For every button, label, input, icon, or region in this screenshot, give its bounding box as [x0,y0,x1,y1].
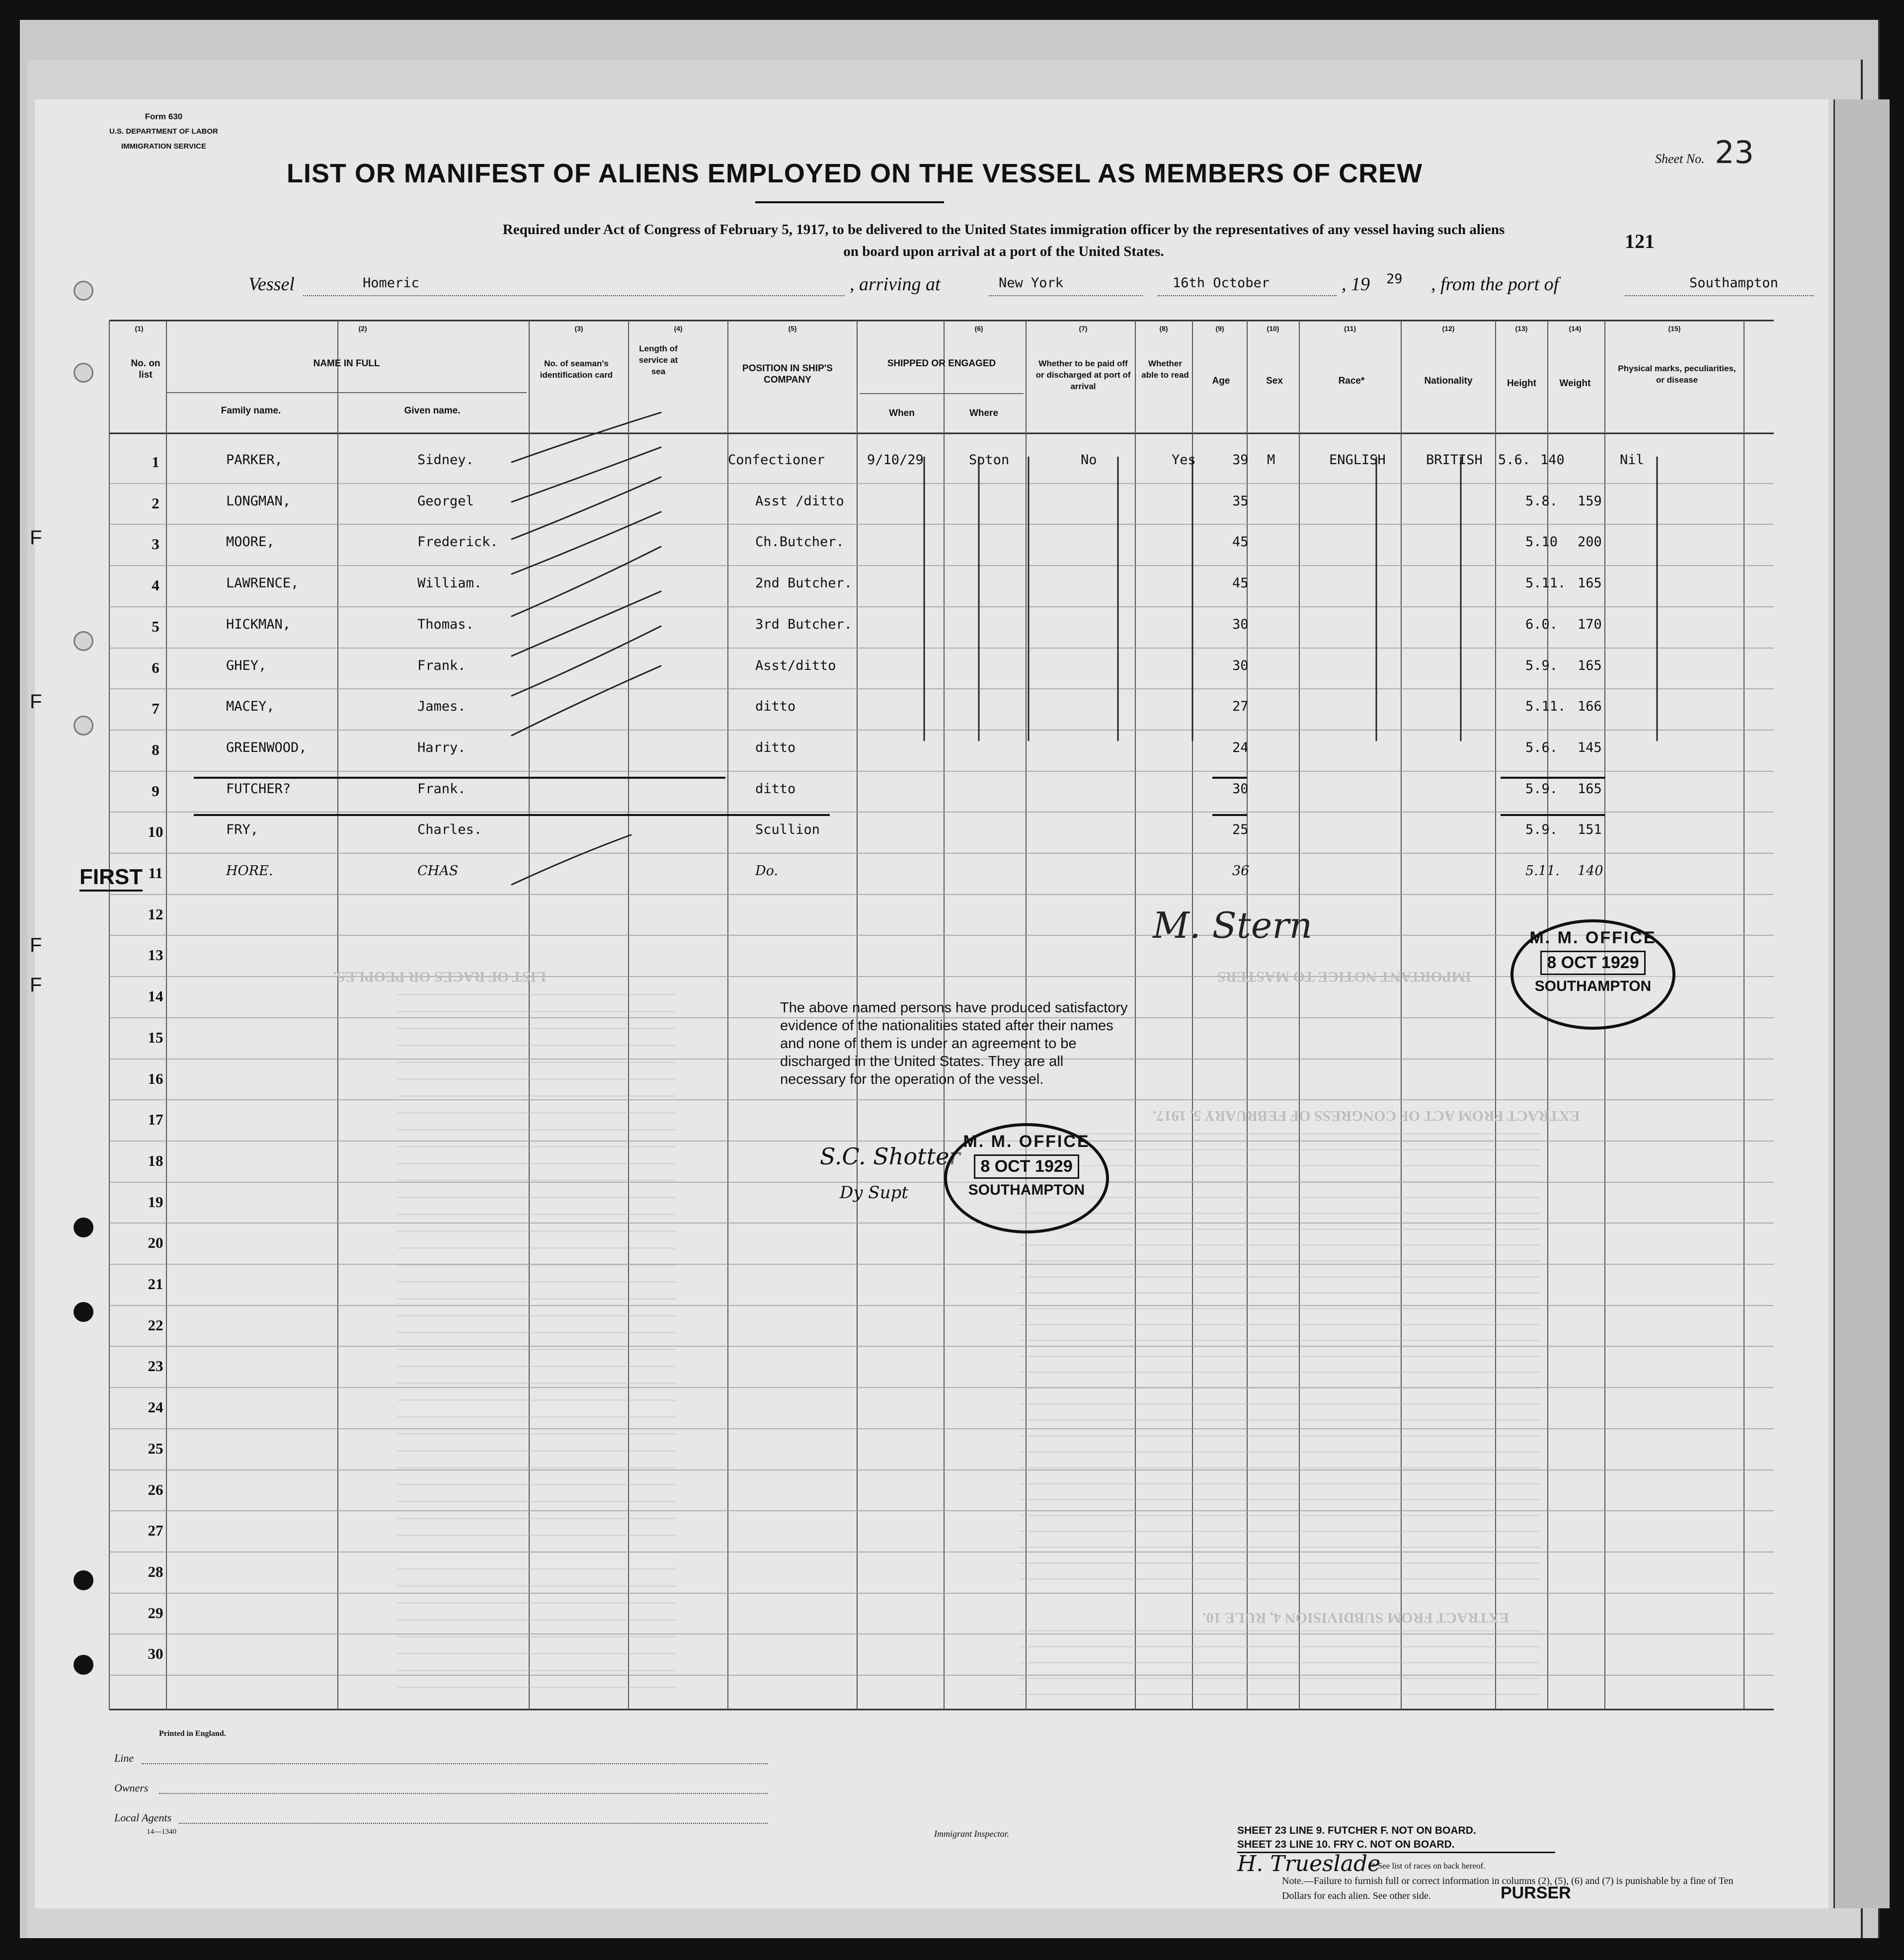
row-10-age: 25 [1232,822,1249,837]
row-number: 29 [148,1604,163,1622]
certification-text: The above named persons have produced satisfactory evidence of the nationalities stated after their names and none of them is under an agreement to be discharged in the United States. They are all necessary for the operation of the vessel. [780,1000,1128,1087]
department: U.S. DEPARTMENT OF LABOR [109,127,218,136]
bleed-notice-heading: IMPORTANT NOTICE TO MASTERS [1217,969,1471,985]
arriving-port: New York [999,275,1064,291]
col-seaman-id: No. of seaman's identification card [540,359,613,380]
row-number: 10 [148,823,163,840]
row-number: 30 [148,1645,163,1662]
row-11-given: CHAS [417,863,459,879]
row-1-weight: 140 [1540,452,1565,468]
row-7-age: 27 [1232,699,1249,714]
col-where: Where [969,408,999,418]
col-sex: Sex [1266,376,1283,386]
row-7-height: 5.11. [1525,699,1566,714]
stamp-top: M. M. OFFICE [1529,928,1657,947]
row-7-given: James. [417,699,466,714]
signature-shotter: S.C. Shotter [820,1143,960,1170]
fine-note: Note.—Failure to furnish full or correct information in columns (2), (5), (6) and (7) is punishable by a fine of Ten Dollars for each alien. See other side. [1282,1876,1734,1901]
footer-form-code: 14—1340 [147,1828,176,1836]
row-number: 23 [148,1357,163,1375]
bleed-subdivision-heading: EXTRACT FROM SUBDIVISION 4, RULE 10. [1202,1610,1509,1626]
column-number: (13) [1515,325,1528,332]
row-3-position: Ch.Butcher. [755,534,844,550]
from-label: , from the port of [1431,274,1559,295]
col-age: Age [1212,376,1230,386]
col-when: When [889,408,915,418]
margin-first-label: FIRST [79,865,143,892]
stamp-bottom: SOUTHAMPTON [968,1182,1085,1198]
row-5-family: HICKMAN, [226,617,291,632]
row-8-position: ditto [755,740,796,755]
col-paid-off: Whether to be paid off or discharged at port of arrival [1035,359,1131,391]
purser-signature: H. Trueslade [1237,1851,1381,1877]
row-number: 6 [152,659,159,676]
row-6-height: 5.9. [1525,658,1558,673]
row-6-age: 30 [1232,658,1249,673]
immigrant-inspector: Immigrant Inspector. [934,1829,1009,1839]
row-1-race: ENGLISH [1329,452,1386,468]
row-9-given: Frank. [417,781,466,797]
row-9-age: 30 [1232,781,1249,797]
purser-title: PURSER [1501,1883,1571,1902]
row-5-given: Thomas. [417,617,474,632]
row-1-where: Soton [969,452,1010,468]
column-number: (6) [974,325,983,332]
margin-f-mark: F [30,527,42,549]
row-number: 26 [148,1481,163,1498]
row-9-position: ditto [755,781,796,797]
column-number: (7) [1079,325,1088,332]
margin-f-mark: F [30,934,42,956]
row-9-family: FUTCHER? [226,781,291,797]
col-height: Height [1507,378,1537,389]
row-number: 9 [152,782,159,800]
row-10-position: Scullion [755,822,820,837]
bleed-races-heading: LIST OF RACES OR PEOPLES. [333,969,547,985]
col-position: POSITION IN SHIP'S COMPANY [742,363,833,385]
row-4-height: 5.11. [1525,575,1566,591]
stamp-bottom: SOUTHAMPTON [1534,978,1652,994]
row-7-family: MACEY, [226,699,275,714]
column-number: (8) [1159,325,1168,332]
row-5-age: 30 [1232,617,1249,632]
signature-stern: M. Stern [1153,904,1313,946]
year-prefix: , 19 [1342,274,1370,295]
row-number: 1 [152,453,159,471]
column-number: (4) [674,325,683,332]
row-8-family: GREENWOOD, [226,740,307,755]
row-number: 5 [152,618,159,635]
row-number: 17 [148,1111,163,1128]
signature-title: Dy Supt [840,1183,908,1203]
row-number: 20 [148,1234,163,1251]
row-number: 8 [152,741,159,758]
column-number: (12) [1442,325,1455,332]
row-3-given: Frederick. [417,534,498,550]
row-number: 21 [148,1275,163,1293]
row-1-age: 39 [1232,452,1249,468]
column-number: (14) [1569,325,1582,332]
column-number: (3) [574,325,583,332]
row-11-family: HORE. [226,863,273,879]
row-6-weight: 165 [1578,658,1602,673]
col-nationality: Nationality [1424,376,1473,386]
row-3-age: 45 [1232,534,1249,550]
row-8-given: Harry. [417,740,466,755]
row-1-read: Yes [1172,452,1196,468]
back-sheet-1 [1833,99,1890,1908]
footer-line-label: Line [114,1752,134,1764]
form-number: Form 630 [145,112,183,121]
row-11-position: Do. [755,863,779,879]
row-number: 2 [152,494,159,512]
vessel-name: Homeric [363,275,419,291]
row-8-weight: 145 [1578,740,1602,755]
row-number: 12 [148,905,163,923]
column-number: (15) [1668,325,1681,332]
row-1-position: Confectioner [728,452,825,468]
row-1-given: Sidney. [417,452,474,468]
col-shipped: SHIPPED OR ENGAGED [887,358,996,369]
row-1-when: 9/10/29 [867,452,924,468]
row-number: 15 [148,1029,163,1046]
row-4-position: 2nd Butcher. [755,575,853,591]
col-family-name: Family name. [221,406,281,416]
row-3-weight: 200 [1578,534,1602,550]
row-number: 4 [152,576,159,594]
row-9-weight: 165 [1578,781,1602,797]
row-number: 3 [152,535,159,553]
bleed-text-block [1019,1630,1540,1700]
subtitle-line-2: on board upon arrival at a port of the United States. [843,244,1164,259]
page-title: LIST OR MANIFEST OF ALIENS EMPLOYED ON THE VESSEL AS MEMBERS OF CREW [286,159,1423,188]
races-note: * See list of races on back hereof. [1371,1861,1486,1871]
row-7-position: ditto [755,699,796,714]
manifest-sheet [30,99,1828,1908]
row-2-family: LONGMAN, [226,493,291,509]
row-number: 18 [148,1152,163,1169]
row-6-family: GHEY, [226,658,267,673]
row-2-position: Asst /ditto [755,493,844,509]
footer-notes [1282,1859,1739,1903]
row-2-weight: 159 [1578,493,1602,509]
column-number: (1) [135,325,144,332]
row-7-weight: 166 [1578,699,1602,714]
row-2-height: 5.8. [1525,493,1558,509]
footer-owners-label: Owners [114,1782,149,1794]
serial-number: 121 [1625,230,1655,252]
printed-in: Printed in England. [159,1729,226,1738]
row-8-age: 24 [1232,740,1249,755]
arriving-label: , arriving at [850,274,941,295]
row-4-weight: 165 [1578,575,1602,591]
col-weight: Weight [1559,378,1591,389]
year-suffix: 29 [1386,271,1403,287]
sheet-label: Sheet No. [1655,152,1705,166]
column-number: (5) [788,325,797,332]
row-number: 14 [148,987,163,1005]
row-8-height: 5.6. [1525,740,1558,755]
row-10-weight: 151 [1578,822,1602,837]
bleed-races-list [397,994,676,1690]
column-number: (11) [1344,325,1356,332]
row-10-family: FRY, [226,822,259,837]
stamp-date: 8 OCT 1929 [974,1154,1079,1179]
row-5-weight: 170 [1578,617,1602,632]
row-11-age: 36 [1232,863,1250,879]
row-1-height: 5.6. [1498,452,1531,468]
row-6-position: Asst/ditto [755,658,836,673]
row-1-marks: Nil [1620,452,1644,468]
col-given-name: Given name. [404,406,461,416]
row-10-height: 5.9. [1525,822,1558,837]
margin-f-mark: F [30,691,42,713]
row-number: 19 [148,1193,163,1211]
row-4-family: LAWRENCE, [226,575,299,591]
row-1-paid: No [1081,452,1097,468]
row-4-age: 45 [1232,575,1249,591]
subtitle-line-1: Required under Act of Congress of February 5, 1917, to be delivered to the United States immigration officer by the representatives of any vessel having such aliens [502,222,1505,238]
col-name-in-full: NAME IN FULL [313,358,380,369]
row-5-position: 3rd Butcher. [755,617,853,632]
row-number: 24 [148,1398,163,1416]
row-number: 25 [148,1440,163,1457]
col-race: Race* [1338,376,1365,386]
row-1-nationality: BRITISH [1426,452,1483,468]
bleed-extract-heading: EXTRACT FROM ACT OF CONGRESS OF FEBRUARY 5, 1917. [1153,1108,1580,1124]
row-3-height: 5.10 [1525,534,1558,550]
row-1-family: PARKER, [226,452,283,468]
service: IMMIGRATION SERVICE [121,142,206,151]
column-number: (2) [358,325,367,332]
col-length-service: Length of service at sea [638,344,678,376]
purser-note-line-2: SHEET 23 LINE 10. FRY C. NOT ON BOARD. [1237,1838,1555,1853]
margin-f-mark: F [30,974,42,996]
footer-local-agents-label: Local Agents [114,1811,172,1824]
stamp-top: M. M. OFFICE [963,1132,1090,1151]
purser-note-line-1: SHEET 23 LINE 9. FUTCHER F. NOT ON BOARD. [1237,1825,1476,1836]
strike-lines [194,778,1605,815]
row-11-height: 5.11. [1525,863,1560,879]
sheet-number-value: 23 [1715,134,1754,170]
column-number: (9) [1215,325,1224,332]
stamp-date: 8 OCT 1929 [1540,951,1645,975]
row-1-sex: M [1267,452,1275,468]
col-no-on-list: No. on list [131,358,160,380]
row-11-weight: 140 [1578,863,1603,879]
row-2-age: 35 [1232,493,1249,509]
column-number: (10) [1267,325,1279,332]
vessel-label: Vessel [248,274,295,295]
arrival-date: 16th October [1173,275,1270,291]
mm-office-stamp [944,1123,1109,1233]
row-number: 11 [148,864,163,882]
row-number: 16 [148,1070,163,1087]
row-9-height: 5.9. [1525,781,1558,797]
row-5-height: 6.0. [1525,617,1558,632]
mm-office-stamp [1510,919,1675,1030]
row-6-given: Frank. [417,658,466,673]
row-number: 13 [148,946,163,964]
row-3-family: MOORE, [226,534,275,550]
col-able-read: Whether able to read [1141,359,1189,380]
row-4-given: William. [417,575,482,591]
row-number: 28 [148,1563,163,1580]
row-10-given: Charles. [417,822,482,837]
row-2-given: Georgel [417,493,474,509]
col-physical: Physical marks, peculiarities, or disease [1618,364,1736,385]
row-number: 22 [148,1316,163,1334]
from-port: Southampton [1689,275,1778,291]
row-number: 7 [152,700,159,717]
row-number: 27 [148,1522,163,1539]
